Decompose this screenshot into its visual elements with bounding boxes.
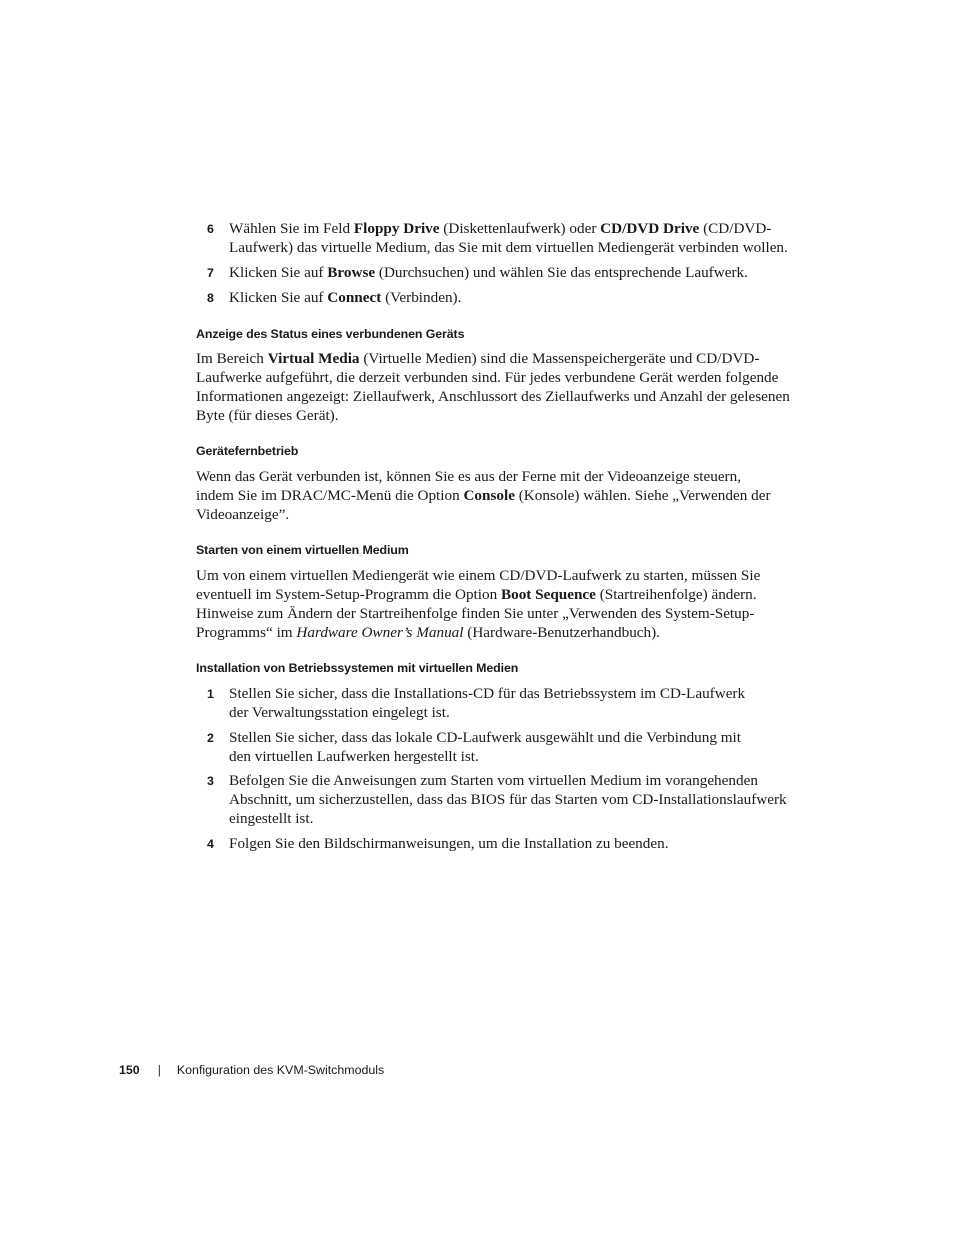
step-text: Klicken Sie auf Connect (Verbinden). [229,289,462,306]
step-number: 7 [207,266,214,280]
step-number: 8 [207,291,214,305]
step-number: 1 [207,687,214,701]
install-step-3 [196,771,816,828]
install-step-2 [196,728,816,766]
step-number: 3 [207,774,214,788]
step-number: 4 [207,837,214,851]
page-number: 150 [119,1063,140,1077]
step-text: Stellen Sie sicher, dass die Installations-CD für das Betriebssystem im CD-Laufwerk der Verwaltungsstation eingelegt ist. [229,685,746,721]
paragraph-remote: Wenn das Gerät verbunden ist, können Sie es aus der Ferne mit der Videoanzeige steuern, indem Sie im DRAC/MC-Menü die Option Console (Konsole) wählen. Siehe „Verwenden der Videoanzeige”. [196,468,771,523]
step-6 [196,219,816,257]
section-heading-install: Installation von Betriebssystemen mit virtuellen Medien [196,661,519,675]
page-footer [119,1062,384,1078]
section-heading-status: Anzeige des Status eines verbundenen Geräts [196,327,465,341]
paragraph-boot: Um von einem virtuellen Mediengerät wie einem CD/DVD-Laufwerk zu starten, müssen Sie eventuell im System-Setup-Programm die Option Boot Sequence (Startreihenfolge) ändern. Hinweise zum Ändern der Startreihenfolge finden Sie unter „Verwenden des System-Setup- Programms“ im Hardware Owner’s Manual (Hardware-Benutzerhandbuch). [196,567,761,641]
section-heading-boot: Starten von einem virtuellen Medium [196,543,409,557]
step-8 [196,288,816,307]
install-step-1 [196,684,816,722]
section-heading-remote: Gerätefernbetrieb [196,444,299,458]
step-text: Folgen Sie den Bildschirmanweisungen, um die Installation zu beenden. [229,835,669,852]
install-step-4 [196,834,816,853]
step-number: 6 [207,222,214,236]
chapter-title: Konfiguration des KVM-Switchmoduls [176,1063,385,1077]
step-text: Wählen Sie im Feld Floppy Drive (Diskettenlaufwerk) oder CD/DVD Drive (CD/DVD- Laufwerk) das virtuelle Medium, das Sie mit dem virtuellen Mediengerät verbinden wollen. [229,220,788,256]
footer-separator: | [157,1063,161,1077]
step-text: Stellen Sie sicher, dass das lokale CD-Laufwerk ausgewählt und die Verbindung mit den virtuellen Laufwerken hergestellt ist. [229,729,741,765]
step-number: 2 [207,731,214,745]
paragraph-status: Im Bereich Virtual Media (Virtuelle Medien) sind die Massenspeichergeräte und CD/DVD- Laufwerke aufgeführt, die derzeit verbunden sind. Für jedes verbundene Gerät werden folgende Informationen angezeigt: Ziellaufwerk, Anschlussort des Ziellaufwerks und Anzahl der gelesenen Byte (für dieses Gerät). [196,350,790,424]
step-text: Befolgen Sie die Anweisungen zum Starten vom virtuellen Medium im vorangehenden Abschnitt, um sicherzustellen, dass das BIOS für das Starten vom CD-Installationslaufwerk eingestellt ist. [229,772,787,827]
step-text: Klicken Sie auf Browse (Durchsuchen) und wählen Sie das entsprechende Laufwerk. [229,264,748,281]
step-7 [196,263,816,282]
